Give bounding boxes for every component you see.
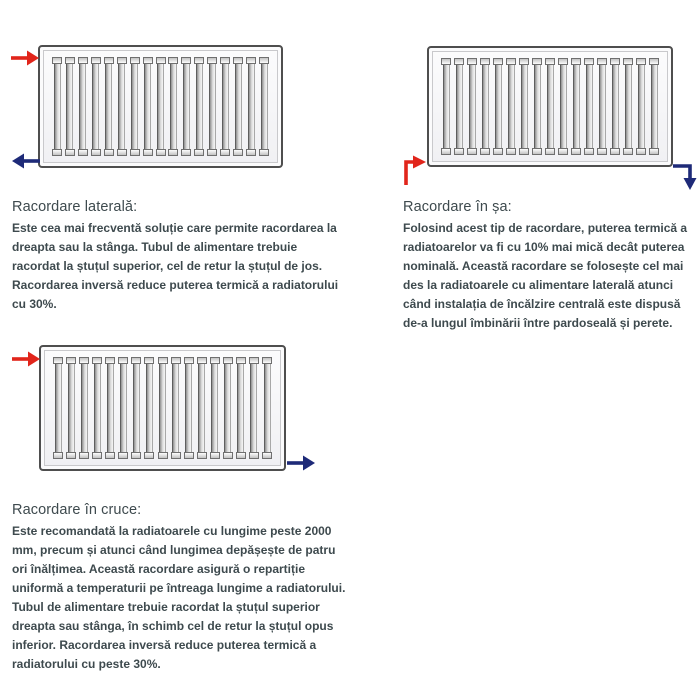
radiator-fin bbox=[454, 58, 464, 155]
radiator-fin bbox=[493, 58, 503, 155]
section-body-saddle: Folosind acest tip de racordare, puterea termică a radiatoarelor va fi cu 10% mai mică decât puterea nominală. Această racordare se folosește cel mai des la radiatoarele cu alimentare laterală atunci când instalația de încălzire centrală este dispusă de-a lungul îmbinării între pardoseală și perete. bbox=[403, 221, 688, 330]
radiator-figure-saddle bbox=[427, 46, 673, 167]
radiator-fin bbox=[249, 357, 259, 459]
radiator-fin bbox=[92, 357, 102, 459]
radiator-fin bbox=[259, 57, 269, 156]
radiator-fin bbox=[246, 57, 256, 156]
radiator-fin bbox=[158, 357, 168, 459]
radiator-fin bbox=[262, 357, 272, 459]
radiator-figure-cross bbox=[39, 345, 286, 471]
radiator-fin bbox=[519, 58, 529, 155]
radiator-fin bbox=[623, 58, 633, 155]
radiator-figure-lateral bbox=[38, 45, 283, 168]
outlet-arrow-icon bbox=[12, 153, 40, 169]
radiator-fin bbox=[130, 57, 140, 156]
radiator-fin bbox=[118, 357, 128, 459]
radiator-fin bbox=[236, 357, 246, 459]
radiator-fin bbox=[441, 58, 451, 155]
section-heading-cross: Racordare în cruce: bbox=[12, 502, 142, 518]
radiator-fin bbox=[194, 57, 204, 156]
outlet-arrow-icon bbox=[287, 455, 315, 471]
radiator-fin bbox=[597, 58, 607, 155]
radiator-fin bbox=[467, 58, 477, 155]
radiator-fin bbox=[91, 57, 101, 156]
radiator-fin bbox=[571, 58, 581, 155]
radiator-fin bbox=[65, 57, 75, 156]
radiator-fin bbox=[649, 58, 659, 155]
radiator-fin bbox=[545, 58, 555, 155]
radiator-fin bbox=[480, 58, 490, 155]
radiator-fin bbox=[584, 58, 594, 155]
section-heading-lateral: Racordare laterală: bbox=[12, 199, 138, 215]
outlet-elbow-arrow-icon bbox=[673, 159, 699, 193]
radiator-fin bbox=[532, 58, 542, 155]
section-heading-saddle: Racordare în șa: bbox=[403, 199, 512, 215]
section-body-cross: Este recomandată la radiatoarele cu lungime peste 2000 mm, precum și atunci când lungimea depășește de patru ori înălțimea. Această racordare asigură o repartiție uniformă a temperaturii pe întreaga lungime a radiatorului. Tubul de alimentare trebuie racordat la ștuțul superior dreapta sau stânga, în schimb cel de retur la ștuțul opus inferior. Racordarea inversă reduce puterea termică a radiatorului cu peste 30%. bbox=[12, 524, 346, 671]
radiator-fin bbox=[184, 357, 194, 459]
radiator-fin bbox=[220, 57, 230, 156]
radiator-fin bbox=[197, 357, 207, 459]
radiator-fin bbox=[79, 357, 89, 459]
radiator-fin bbox=[223, 357, 233, 459]
radiator-fin bbox=[131, 357, 141, 459]
radiator-fin bbox=[53, 357, 63, 459]
radiator-fin bbox=[207, 57, 217, 156]
radiator-fin bbox=[104, 57, 114, 156]
radiator-fin bbox=[210, 357, 220, 459]
inlet-arrow-icon bbox=[11, 50, 39, 66]
radiator-fin bbox=[506, 58, 516, 155]
radiator-fin bbox=[610, 58, 620, 155]
radiator-fin bbox=[156, 57, 166, 156]
inlet-arrow-icon bbox=[12, 351, 40, 367]
radiator-fin bbox=[168, 57, 178, 156]
radiator-fin bbox=[52, 57, 62, 156]
radiator-fin bbox=[181, 57, 191, 156]
radiator-fin bbox=[105, 357, 115, 459]
radiator-fin bbox=[144, 357, 154, 459]
radiator-fin bbox=[143, 57, 153, 156]
radiator-fin bbox=[636, 58, 646, 155]
radiator-fin bbox=[78, 57, 88, 156]
radiator-fin bbox=[558, 58, 568, 155]
radiator-fin bbox=[66, 357, 76, 459]
section-body-lateral: Este cea mai frecventă soluție care permite racordarea la dreapta sau la stânga. Tubul de alimentare trebuie racordat la ștuțul superior, cel de retur la ștuțul de jos. Racordarea inversă reduce puterea termică a radiatorului cu 30%. bbox=[12, 221, 339, 311]
radiator-fin bbox=[171, 357, 181, 459]
inlet-elbow-arrow-icon bbox=[401, 152, 427, 186]
radiator-fin bbox=[117, 57, 127, 156]
radiator-fin bbox=[233, 57, 243, 156]
